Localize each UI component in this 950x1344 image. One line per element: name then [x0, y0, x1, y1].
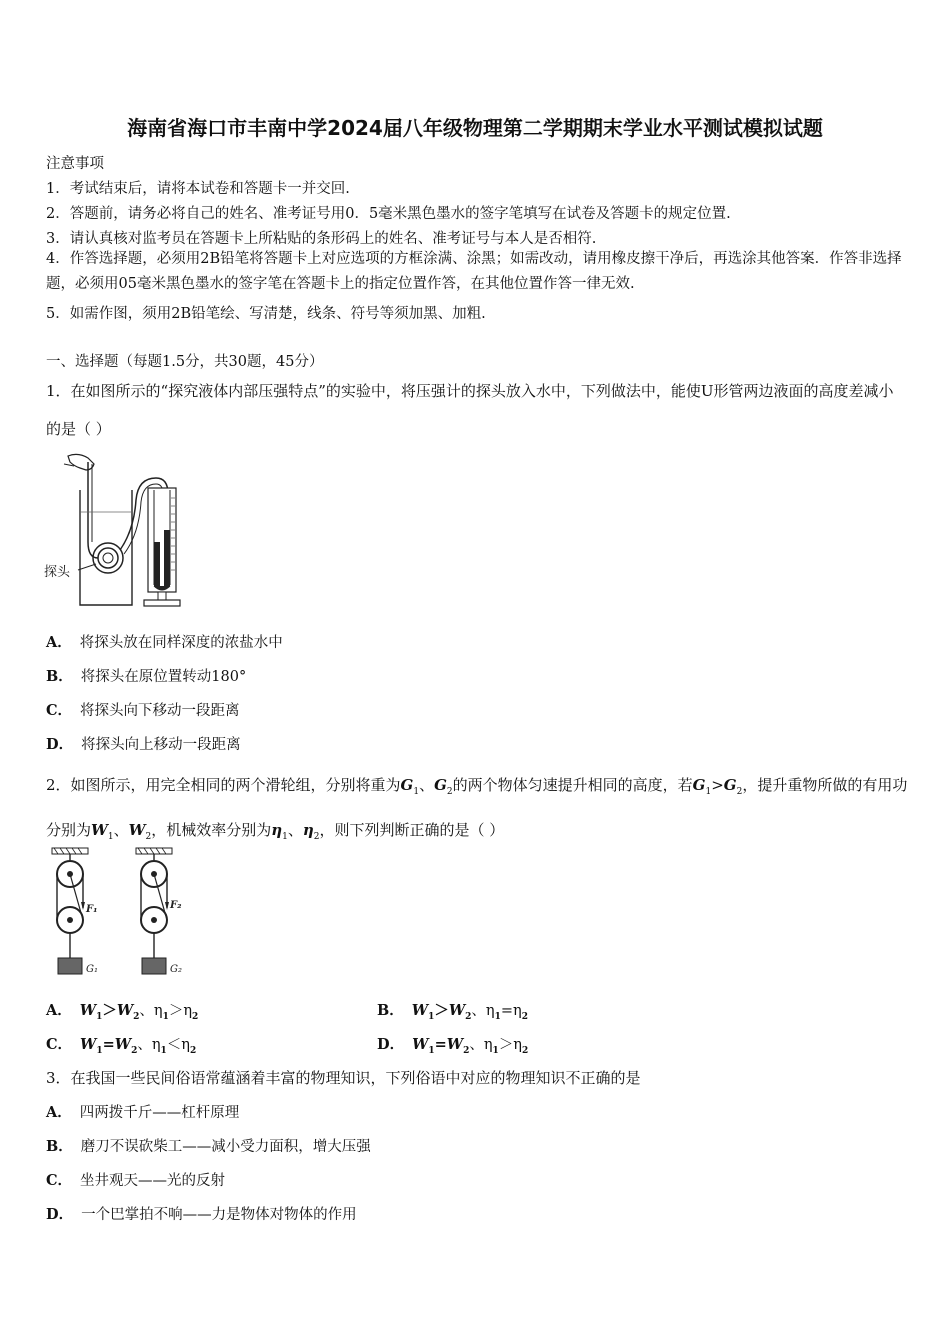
- option-label: C．: [46, 702, 73, 719]
- q2-option-d[interactable]: D． $W_1=W_2$、$\eta_1>\eta_2$: [377, 1036, 529, 1056]
- q2-option-b[interactable]: B． $W_1>W_2$、$\eta_1=\eta_2$: [377, 1002, 528, 1022]
- q1-option-a[interactable]: [46, 631, 283, 652]
- force-label-2: F₂: [170, 900, 182, 911]
- question-2-text: 2．如图所示，用完全相同的两个滑轮组，分别将重为$G_1$、$G_2$的两个物体匀速提升相同的高度，若$G_1>G_2$，提升重物所做的有用功分别为$W_1$、$W_2$，机械效率分别为$\eta_1$、$\eta_2$，则下列判断正确的是（ ）: [46, 776, 908, 842]
- note-item: 5．如需作图，须用2B铅笔绘、写清楚，线条、符号等须加黑、加粗.: [46, 306, 486, 322]
- q3-option-d[interactable]: D． 一个巴掌拍不响——力是物体对物体的作用: [46, 1206, 357, 1223]
- option-label: A．: [46, 634, 72, 651]
- q3-option-b[interactable]: B． 磨刀不误砍柴工——减小受力面积，增大压强: [46, 1138, 371, 1155]
- option-label: B．: [46, 668, 73, 685]
- q1-option-b[interactable]: [46, 665, 246, 686]
- pulley-system-1: [52, 848, 98, 975]
- option-text: 将探头向下移动一段距离: [80, 703, 240, 719]
- probe-label: 探头: [44, 565, 71, 580]
- q1-option-d[interactable]: [46, 733, 241, 754]
- section-heading: 一、选择题（每题1.5分，共30题，45分）: [46, 354, 324, 370]
- q2-option-c[interactable]: C． $W_1=W_2$、$\eta_1<\eta_2$: [46, 1036, 197, 1056]
- weight-label-1: G₁: [86, 964, 98, 975]
- option-text: 将探头放在同样深度的浓盐水中: [79, 635, 283, 651]
- q3-option-a[interactable]: A． 四两拨千斤——杠杆原理: [46, 1104, 240, 1121]
- note-item: 2．答题前，请务必将自己的姓名、准考证号用0．5毫米黑色墨水的签字笔填写在试卷及答题卡的规定位置.: [46, 206, 731, 222]
- option-text: 将探头向上移动一段距离: [81, 737, 241, 753]
- note-item: 1．考试结束后，请将本试卷和答题卡一并交回.: [46, 181, 350, 197]
- q1-option-c[interactable]: [46, 699, 240, 720]
- note-item: 3．请认真核对监考员在答题卡上所粘贴的条形码上的姓名、准考证号与本人是否相符.: [46, 231, 597, 247]
- option-text: 将探头在原位置转动180°: [80, 669, 247, 685]
- pulley-systems-figure: [44, 846, 194, 978]
- note-item: 4．作答选择题，必须用2B铅笔将答题卡上对应选项的方框涂满、涂黑；如需改动，请用橡皮擦干净后，再选涂其他答案．作答非选择题，必须用05毫米黑色墨水的签字笔在答题卡上的指定位置作答，在其他位置作答一律无效.: [46, 251, 902, 292]
- q3-option-c[interactable]: C． 坐井观天——光的反射: [46, 1172, 226, 1189]
- page-title: 海南省海口市丰南中学2024届八年级物理第二学期期末学业水平测试模拟试题: [127, 116, 823, 140]
- question-3-text: 3．在我国一些民间俗语常蕴涵着丰富的物理知识，下列俗语中对应的物理知识不正确的是: [46, 1069, 641, 1087]
- question-1-text: 1．在如图所示的“探究液体内部压强特点”的实验中，将压强计的探头放入水中，下列做法中，能使U形管两边液面的高度差减小的是（ ）: [46, 382, 894, 438]
- q2-option-a[interactable]: A． $W_1>W_2$、$\eta_1>\eta_2$: [46, 1002, 199, 1022]
- pressure-gauge-figure: [44, 450, 184, 610]
- notes-heading: 注意事项: [46, 156, 104, 172]
- force-label-1: F₁: [86, 904, 98, 915]
- pulley-system-2: [136, 848, 182, 975]
- weight-label-2: G₂: [170, 964, 182, 975]
- option-label: D．: [46, 736, 74, 753]
